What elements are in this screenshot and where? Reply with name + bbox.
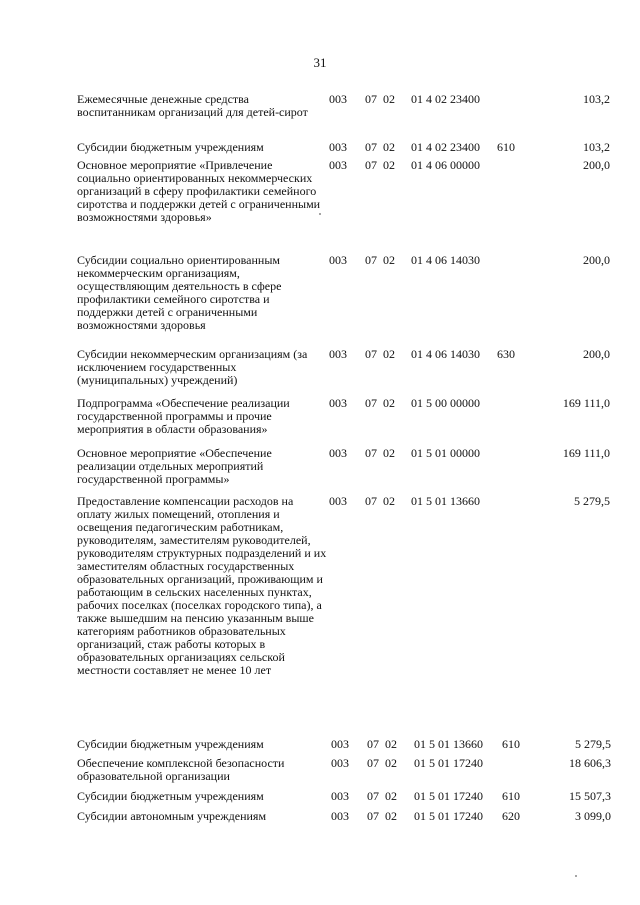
row-section-code: 07: [365, 158, 377, 172]
scan-speck: [575, 875, 577, 877]
row-subsection-code: 02: [383, 140, 395, 154]
row-ved-code: 003: [329, 140, 347, 154]
row-section-code: 07: [367, 789, 379, 803]
scan-speck: [319, 213, 321, 215]
row-section-code: 07: [367, 809, 379, 823]
row-target-article: 01 5 00 00000: [411, 396, 480, 410]
row-expense-type: 610: [497, 140, 515, 154]
row-expense-type: 630: [497, 347, 515, 361]
row-amount: 169 111,0: [562, 396, 610, 410]
row-amount: 5 279,5: [574, 494, 610, 508]
row-ved-code: 003: [329, 494, 347, 508]
row-expense-type: 610: [502, 737, 520, 751]
row-name: Субсидии автономным учреждениям: [77, 809, 267, 823]
row-amount: 103,2: [583, 92, 610, 106]
row-target-article: 01 4 06 14030: [411, 347, 480, 361]
row-ved-code: 003: [329, 446, 347, 460]
row-amount: 200,0: [583, 158, 610, 172]
row-target-article: 01 4 02 23400: [411, 140, 480, 154]
row-target-article: 01 5 01 17240: [414, 809, 483, 823]
row-amount: 200,0: [583, 347, 610, 361]
row-amount: 200,0: [583, 253, 610, 267]
row-name: Субсидии некоммерческим организациям (за исключением государственных (муниципальных) учреждений): [77, 347, 308, 387]
row-target-article: 01 4 06 00000: [411, 158, 480, 172]
row-subsection-code: 02: [385, 809, 397, 823]
row-section-code: 07: [365, 347, 377, 361]
row-subsection-code: 02: [383, 494, 395, 508]
row-name: Субсидии социально ориентированным некоммерческим организациям, осуществляющим деятельность в сфере профилактики семейного сиротства и поддержки детей с ограниченными возможностями здоровья: [77, 253, 282, 332]
row-target-article: 01 5 01 13660: [414, 737, 483, 751]
row-subsection-code: 02: [385, 756, 397, 770]
row-subsection-code: 02: [383, 347, 395, 361]
row-amount: 103,2: [583, 140, 610, 154]
row-target-article: 01 5 01 17240: [414, 789, 483, 803]
row-ved-code: 003: [329, 396, 347, 410]
row-subsection-code: 02: [385, 737, 397, 751]
row-target-article: 01 4 02 23400: [411, 92, 480, 106]
row-ved-code: 003: [331, 809, 349, 823]
row-ved-code: 003: [329, 253, 347, 267]
row-amount: 3 099,0: [575, 809, 611, 823]
row-amount: 18 606,3: [569, 756, 611, 770]
row-name: Субсидии бюджетным учреждениям: [77, 737, 264, 751]
row-subsection-code: 02: [385, 789, 397, 803]
row-ved-code: 003: [331, 756, 349, 770]
row-subsection-code: 02: [383, 396, 395, 410]
row-name: Обеспечение комплексной безопасности образовательной организации: [77, 756, 285, 783]
row-amount: 5 279,5: [575, 737, 611, 751]
row-ved-code: 003: [331, 789, 349, 803]
row-target-article: 01 5 01 13660: [411, 494, 480, 508]
row-section-code: 07: [365, 92, 377, 106]
row-section-code: 07: [367, 756, 379, 770]
row-subsection-code: 02: [383, 253, 395, 267]
row-name: Предоставление компенсации расходов на оплату жилых помещений, отопления и освещения педагогическим работникам, руководителям, заместителям руководителей, руководителям структурных подразделений и их заместителям областных государственных образовательных организаций, проживающим и работающим в сельских населенных пунктах, рабочих поселках (поселках городского типа), а также вышедшим на пенсию указанным выше категориям работников образовательных организаций, стаж работы которых в образовательных организациях сельской местности составляет не менее 10 лет: [77, 494, 327, 677]
row-section-code: 07: [365, 253, 377, 267]
row-name: Ежемесячные денежные средства воспитанникам организаций для детей-сирот: [77, 92, 308, 119]
row-ved-code: 003: [329, 92, 347, 106]
row-subsection-code: 02: [383, 158, 395, 172]
row-amount: 15 507,3: [569, 789, 611, 803]
row-target-article: 01 5 01 00000: [411, 446, 480, 460]
row-section-code: 07: [367, 737, 379, 751]
row-name: Основное мероприятие «Обеспечение реализации отдельных мероприятий государственной программы»: [77, 446, 272, 486]
row-section-code: 07: [365, 140, 377, 154]
row-section-code: 07: [365, 494, 377, 508]
row-expense-type: 610: [502, 789, 520, 803]
row-ved-code: 003: [331, 737, 349, 751]
row-ved-code: 003: [329, 158, 347, 172]
row-section-code: 07: [365, 446, 377, 460]
row-subsection-code: 02: [383, 446, 395, 460]
row-target-article: 01 4 06 14030: [411, 253, 480, 267]
row-name: Субсидии бюджетным учреждениям: [77, 140, 264, 154]
row-ved-code: 003: [329, 347, 347, 361]
row-amount: 169 111,0: [562, 446, 610, 460]
row-name: Подпрограмма «Обеспечение реализации государственной программы и прочие мероприятия в области образования»: [77, 396, 290, 436]
row-target-article: 01 5 01 17240: [414, 756, 483, 770]
row-expense-type: 620: [502, 809, 520, 823]
row-name: Основное мероприятие «Привлечение социально ориентированных некоммерческих организаций в сферу профилактики семейного сиротства и поддержки детей с ограниченными возможностями здоровья»: [77, 158, 321, 224]
row-section-code: 07: [365, 396, 377, 410]
page-number: 31: [313, 55, 327, 70]
row-subsection-code: 02: [383, 92, 395, 106]
row-name: Субсидии бюджетным учреждениям: [77, 789, 264, 803]
